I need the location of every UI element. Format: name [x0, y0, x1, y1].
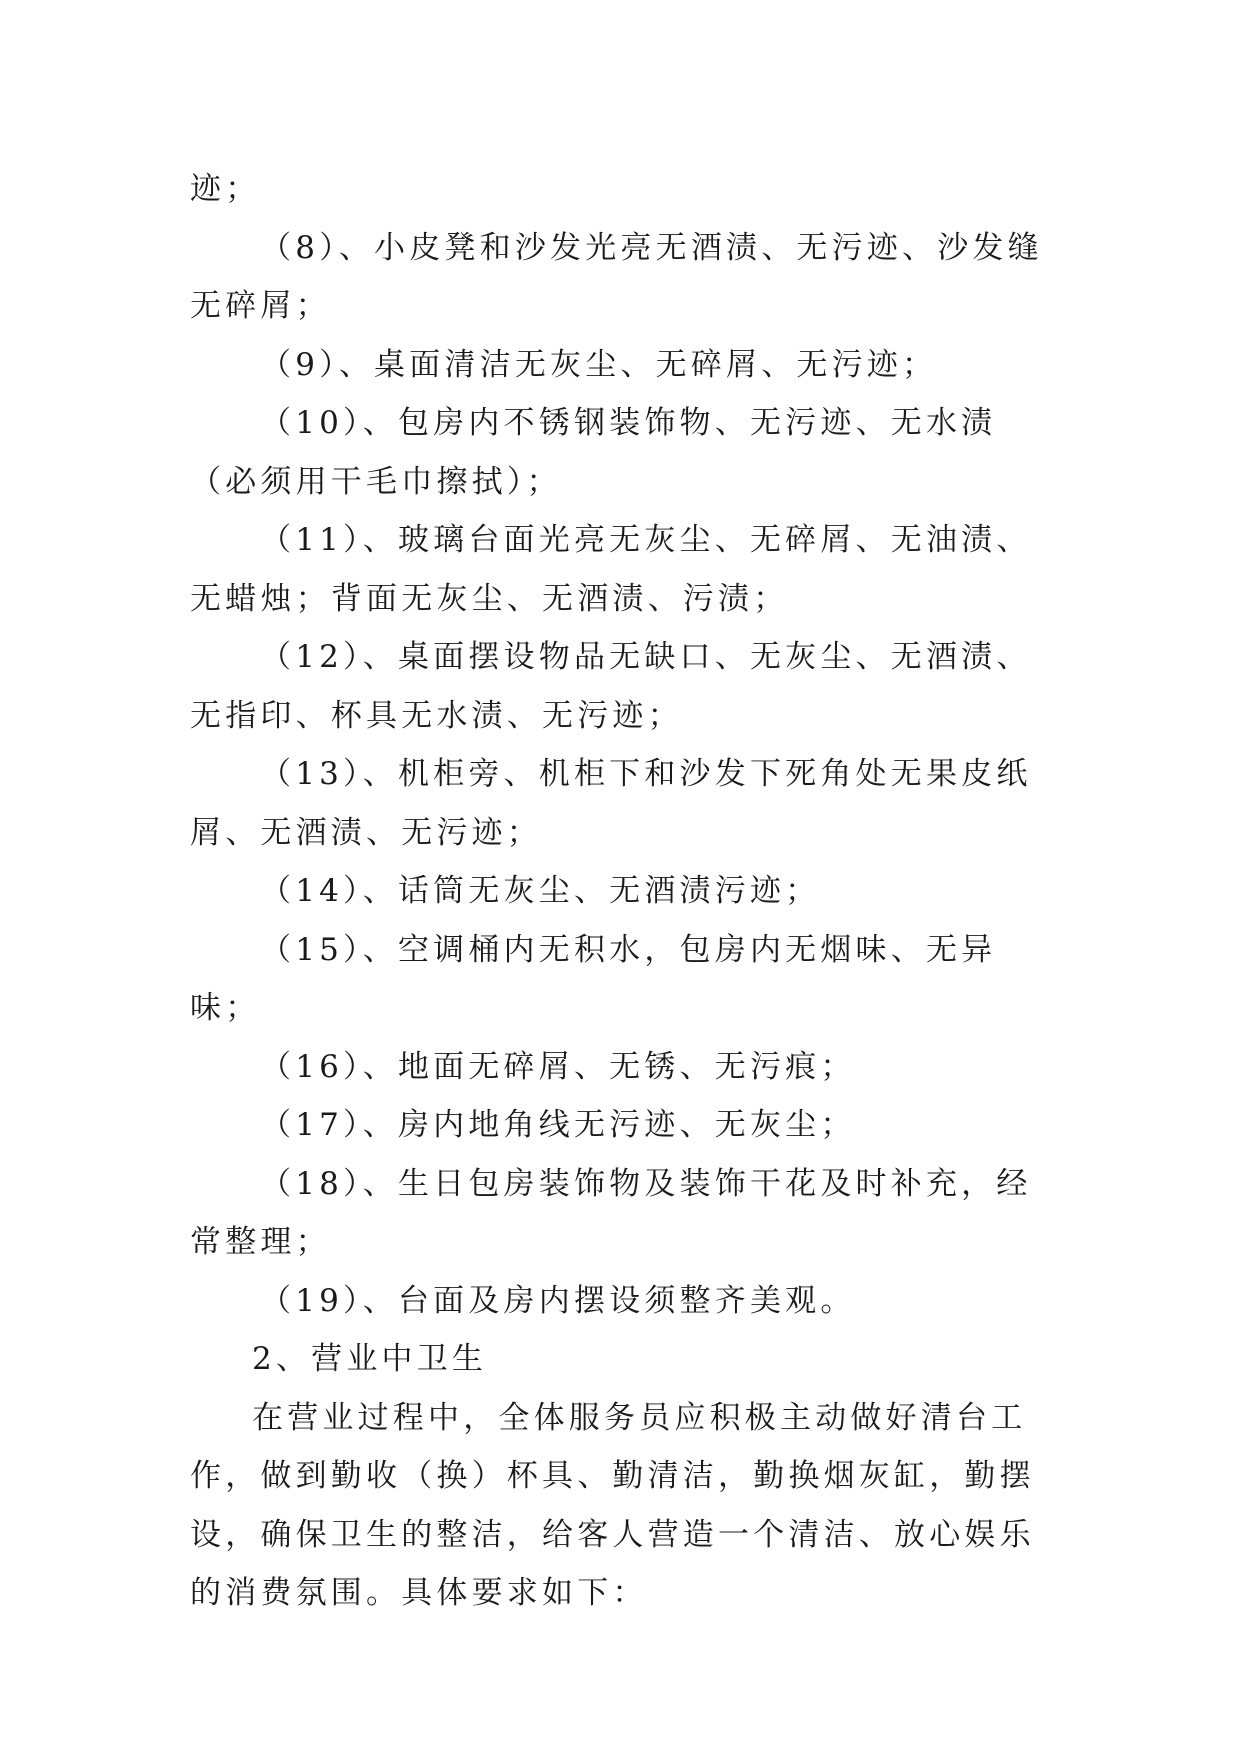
item-16: （16）、地面无碎屑、无锈、无污痕； — [260, 1048, 856, 1085]
item-13: （13）、机柜旁、机柜下和沙发下死角处无果皮纸屑、无酒渍、无污迹； — [190, 756, 1032, 851]
item-11: （11）、玻璃台面光亮无灰尘、无碎屑、无油渍、无蜡烛；背面无灰尘、无酒渍、污渍； — [190, 522, 1032, 617]
paragraph-continuation: 迹； — [190, 171, 261, 207]
item-10: （10）、包房内不锈钢装饰物、无污迹、无水渍（必须用干毛巾擦拭）； — [190, 405, 997, 500]
item-17: （17）、房内地角线无污迹、无灰尘； — [260, 1107, 856, 1143]
item-18: （18）、生日包房装饰物及装饰干花及时补充，经常整理； — [190, 1165, 1032, 1260]
item-14: （14）、话筒无灰尘、无酒渍污迹； — [260, 873, 821, 909]
item-9: （9）、桌面清洁无灰尘、无碎屑、无污迹； — [260, 346, 938, 383]
document-body — [190, 160, 1060, 1623]
item-15: （15）、空调桶内无积水，包房内无烟味、无异味； — [190, 931, 997, 1026]
body-paragraph: 在营业过程中，全体服务员应积极主动做好清台工作，做到勤收（换）杯具、勤清洁，勤换烟灰缸，勤摆设，确保卫生的整洁，给客人营造一个清洁、放心娱乐的消费氛围。具体要求如下： — [190, 1399, 1035, 1611]
item-12: （12）、桌面摆设物品无缺口、无灰尘、无酒渍、无指印、杯具无水渍、无污迹； — [190, 639, 1032, 734]
section-heading: 2、营业中卫生 — [252, 1341, 488, 1377]
item-8: （8）、小皮凳和沙发光亮无酒渍、无污迹、沙发缝无碎屑； — [190, 229, 1043, 324]
item-19: （19）、台面及房内摆设须整齐美观。 — [260, 1282, 856, 1319]
